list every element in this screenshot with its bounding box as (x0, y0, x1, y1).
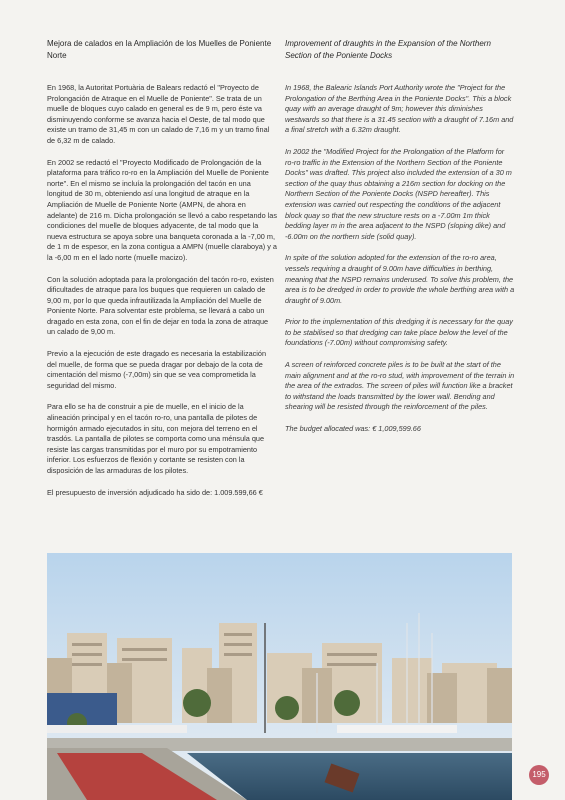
english-column (285, 38, 515, 446)
spanish-title: Mejora de calados en la Ampliación de los Muelles de Poniente Norte (47, 39, 272, 60)
english-paragraph: In 2002 the "Modified Project for the Prolongation of the Platform for ro-ro traffic in the Extension of the Northern Section of the Poniente Docks" was drafted. This project also included the extension of a 30 m section of the quay thus obtaining a 216m section for docking on the Northern Section of the Poniente Docks (NSPD hereafter). This extension was carried out respecting the conditions of the adjacent block quay so that the new structure rests on a -7.00m 1m thick bedding layer m in the area adjacent to the NSPD (sloping dike) and -6.00m on the northern side (solid quay). (285, 146, 512, 241)
spanish-column (47, 38, 277, 509)
english-paragraph: A screen of reinforced concrete piles is to be built at the start of the main alignment and at the ro-ro stud, with improvement of the terrain in the area of the extrados. The screen of piles will function like a bracket to withstand the loads transmitted by the lower wall. Bending and shearing will be resisted through the reinforcement of the piles. (285, 360, 515, 412)
english-budget: The budget allocated was: € 1,009,599.66 (285, 424, 421, 434)
english-paragraph: In spite of the solution adopted for the extension of the ro-ro area, vessels requiring a draught of 9.00m have difficulties in berthing, meaning that the NSPD remains underused. To solve this problem, the area is to be dredged in order to provide the whole berthing area with a draught of 9.00m. (285, 253, 515, 305)
page-number: 195 (529, 765, 549, 785)
spanish-budget: El presupuesto de inversión adjudicado ha sido de: 1.009.599,66 € (47, 487, 263, 497)
english-paragraph: In 1968, the Balearic Islands Port Authority wrote the "Project for the Prolongation of the Berthing Area in the Poniente Docks". This a block quay with an average draught of 9m; however this diminishes westwards so that there is a 31.45 section with a draught of 7.16m and a final stretch with a 6.32m draught. (285, 83, 514, 135)
spanish-paragraph: En 1968, la Autoritat Portuària de Balears redactó el "Proyecto de Prolongación de Atraque en el Muelle de Poniente". Se trata de un muelle de bloques cuyo calado en general es de 9 m, pero éste va disminuyendo conforme se avanza hacia el Oeste, de tal modo que existe un tramo de 31,45 m con un calado de 7,16 m y un tramo final de 6,32 m de calado. (47, 83, 270, 145)
spanish-paragraph: En 2002 se redactó el "Proyecto Modificado de Prolongación de la plataforma para tráfico ro-ro en la Ampliación del Muelle de Poniente norte". En el mismo se incluía la prolongación del tacón en una longitud de 30 m, obteniendo así una longitud de atraque en la Ampliación de Muelle de Poniente Norte (AMPN, de ahora en adelante) de 216 m. Dicha prolongación se llevó a cabo respetando las condiciones del muelle de bloques adyacente, de tal modo que la nueva estructura se apoya sobre una banqueta coronada a la -7,00 m, de 1 m de espesor, en la zona contigua a AMPN (muelle claraboya) y a la -6,00 m en el lado norte (muelle macizo). (47, 157, 278, 262)
spanish-paragraph: Con la solución adoptada para la prolongación del tacón ro-ro, existen dificultades de atraque para los buques que requieren un calado de 9,00 m, por lo que queda infrautilizada la Ampliación del Muelle de Poniente Norte. Para solventar este problema, se llevará a cabo un dragado en esta zona, con el fin de dejar en toda la zona de atraque un calado de 9,00 m. (47, 274, 274, 337)
english-title: Improvement of draughts in the Expansion of the Northern Section of the Poniente Docks (285, 39, 491, 60)
spanish-paragraph: Para ello se ha de construir a pie de muelle, en el inicio de la alineación principal y en el tacón ro-ro, una pantalla de pilotes de hormigón armado ejecutados in situ, con mejora del terreno en el trasdós. La pantalla de pilotes se comporta como una ménsula que resiste las cargas transmitidas por el muro por su empotramiento inferior. Los esfuerzos de flexión y cortante se resisten con la disposición de las armaduras de los pilotes. (47, 402, 265, 475)
spanish-paragraph: Previo a la ejecución de este dragado es necesaria la estabilización del muelle, de forma que se pueda dragar por debajo de la cota de cimentación del mismo (-7,00m) sin que se vea comprometida la seguridad del mismo. (47, 349, 267, 390)
english-paragraph: Prior to the implementation of this dredging it is necessary for the quay to be stabilised so that dredging can take place below the level of the foundations (-7.00m) without compromising safety. (285, 317, 513, 348)
harbour-photo (47, 553, 512, 800)
